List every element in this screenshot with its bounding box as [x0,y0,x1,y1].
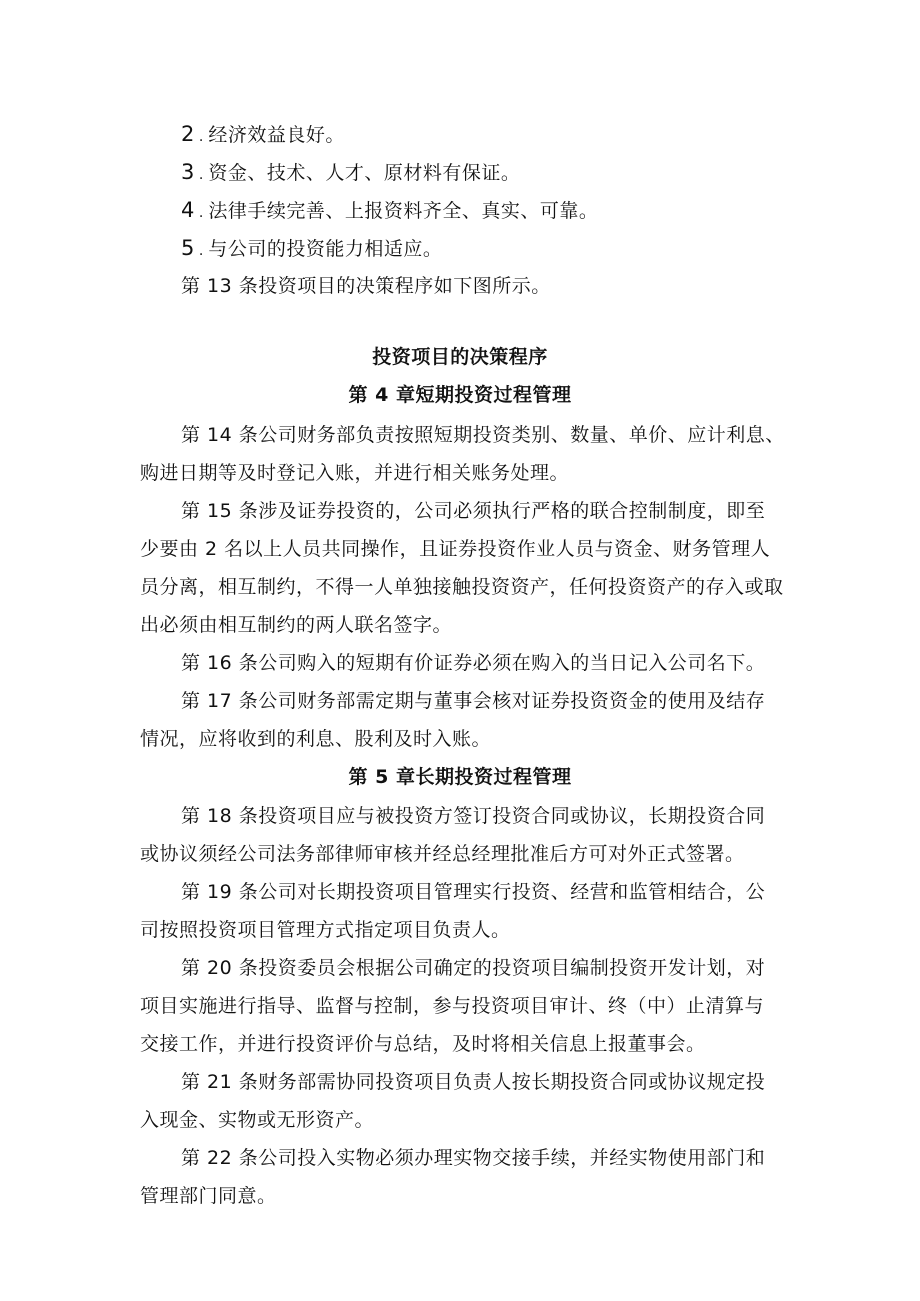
list-item-text: 与公司的投资能力相适应。 [208,238,443,260]
list-item: 3 . 资金、技术、人才、原材料有保证。 [181,160,521,184]
article-16: 第 16 条公司购入的短期有价证券必须在购入的当日记入公司名下。 [181,652,766,674]
article-18-line-1: 第 18 条投资项目应与被投资方签订投资合同或协议，长期投资合同 [181,805,766,827]
chapter-5-heading: 第 5 章长期投资过程管理 [348,766,572,788]
article-13: 第 13 条投资项目的决策程序如下图所示。 [181,275,551,297]
list-item: 4 . 法律手续完善、上报资料齐全、真实、可靠。 [181,198,599,222]
figure-title: 投资项目的决策程序 [372,346,548,368]
list-item: 5 . 与公司的投资能力相适应。 [181,236,443,260]
article-18-line-2: 或协议须经公司法务部律师审核并经总经理批准后方可对外正式签署。 [140,843,745,865]
article-22-line-2: 管理部门同意。 [140,1185,277,1207]
list-item-text: 法律手续完善、上报资料齐全、真实、可靠。 [208,200,599,222]
list-item: 2 . 经济效益良好。 [181,122,345,146]
article-17-line-1: 第 17 条公司财务部需定期与董事会核对证券投资资金的使用及结存 [181,690,766,712]
list-item-number: 3 [181,160,195,184]
article-20-line-2: 项目实施进行指导、监督与控制，参与投资项目审计、终（中）止清算与 [140,995,765,1017]
list-item-number: 4 [181,198,195,222]
article-15-line-3: 员分离，相互制约，不得一人单独接触投资资产，任何投资资产的存入或取 [140,576,784,598]
chapter-4-heading: 第 4 章短期投资过程管理 [348,384,572,406]
list-item-text: 资金、技术、人才、原材料有保证。 [208,162,521,184]
article-19-line-2: 司按照投资项目管理方式指定项目负责人。 [140,919,511,941]
list-item-number: 2 [181,122,195,146]
article-14-line-2: 购进日期等及时登记入账，并进行相关账务处理。 [140,462,570,484]
article-21-line-1: 第 21 条财务部需协同投资项目负责人按长期投资合同或协议规定投 [181,1071,766,1093]
article-15-line-2: 少要由 2 名以上人员共同操作，且证券投资作业人员与资金、财务管理人 [140,538,771,560]
list-item-text: 经济效益良好。 [208,124,345,146]
article-21-line-2: 入现金、实物或无形资产。 [140,1109,375,1131]
article-17-line-2: 情况，应将收到的利息、股利及时入账。 [140,728,492,750]
article-20-line-3: 交接工作，并进行投资评价与总结，及时将相关信息上报董事会。 [140,1033,706,1055]
article-20-line-1: 第 20 条投资委员会根据公司确定的投资项目编制投资开发计划，对 [181,957,766,979]
article-22-line-1: 第 22 条公司投入实物必须办理实物交接手续，并经实物使用部门和 [181,1147,766,1169]
article-19-line-1: 第 19 条公司对长期投资项目管理实行投资、经营和监管相结合，公 [181,881,766,903]
article-15-line-1: 第 15 条涉及证券投资的，公司必须执行严格的联合控制制度，即至 [181,500,766,522]
list-item-number: 5 [181,236,195,260]
article-14-line-1: 第 14 条公司财务部负责按照短期投资类别、数量、单价、应计利息、 [181,424,785,446]
article-15-line-4: 出必须由相互制约的两人联名签字。 [140,614,453,636]
